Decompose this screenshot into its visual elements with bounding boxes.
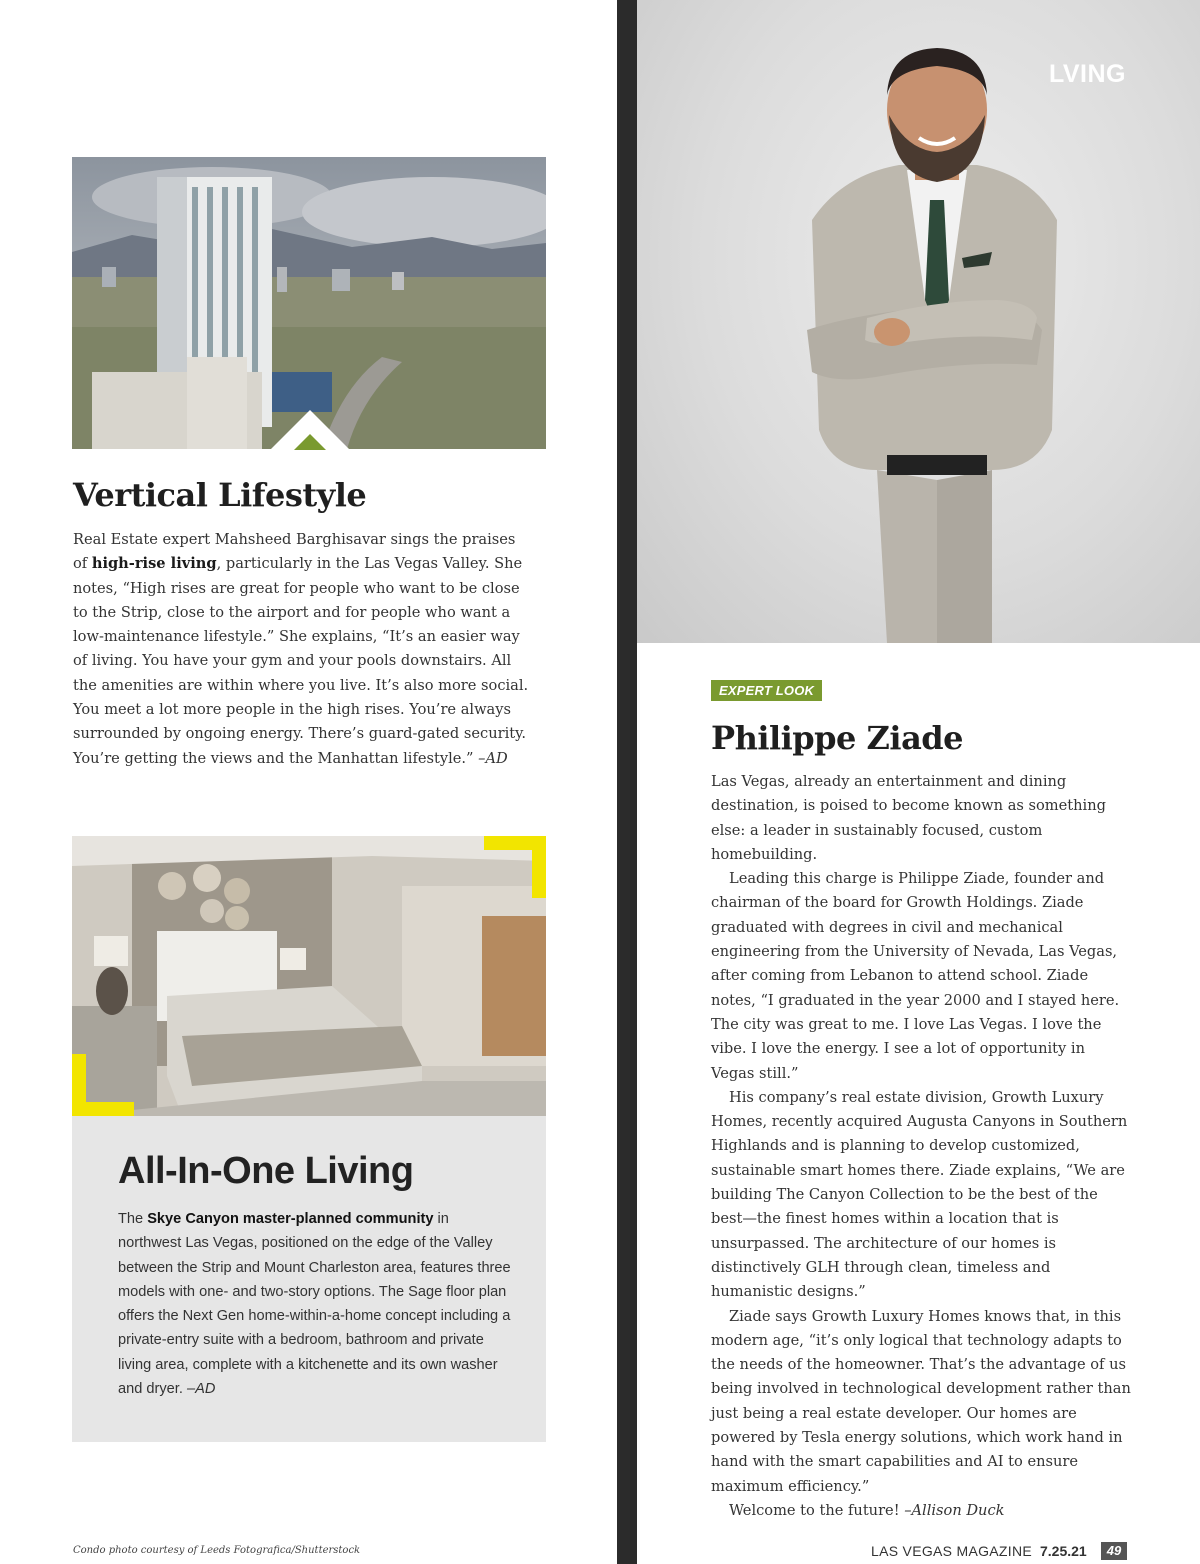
ziade-article-body (711, 770, 1131, 1523)
section-label: LVING (1048, 60, 1126, 88)
ziade-paragraph: Las Vegas, already an entertainment and dining destination, is poised to become known as something else: a leader in sustainably focused, custom homebuilding. (711, 773, 1106, 863)
vertical-byline: –AD (478, 749, 508, 767)
center-divider (617, 0, 637, 1564)
allinone-body-rest: in northwest Las Vegas, positioned on the edge of the Valley between the Strip and Mount Charleston area, features three models with one- and two-story options. The Sage floor plan offers the Next Gen home-within-a-home concept including a private-entry suite with a bedroom, bathroom and private living area, complete with a kitchenette and its own washer and dryer. (118, 1211, 511, 1398)
allinone-byline: –AD (186, 1381, 216, 1398)
vertical-body-intro: Real Estate expert Mahsheed Barghisavar sings the praises of (73, 531, 516, 573)
ziade-paragraph: His company’s real estate division, Growth Luxury Homes, recently acquired Augusta Canyons in Southern Highlands and is planning to develop customized, sustainable smart homes there. Ziade explains, “We are building The Canyon Collection to be the best of the best—the finest homes within a location that is unsurpassed. The architecture of our homes is distinctively GLH through clean, timeless and humanistic designs.” (711, 1088, 1128, 1301)
ziade-paragraph: Ziade says Growth Luxury Homes knows that, in this modern age, “it’s only logical that technology adapts to the needs of the homeowner. That’s the advantage of us being involved in technological development rather than just being a real estate developer. Our homes are powered by Tesla energy solutions, which work hand in hand with the smart capabilities and AI to ensure maximum efficiency.” (711, 1307, 1131, 1495)
photo-pointer-arrow (270, 408, 350, 450)
vertical-body-bold: high-rise living (91, 555, 217, 573)
portrait-photo (637, 0, 1200, 643)
bedroom-photo (72, 836, 546, 1116)
ziade-title: Philippe Ziade (711, 719, 964, 757)
portrait-illustration (637, 0, 1200, 643)
allinone-body-intro: The (118, 1211, 148, 1227)
page-number: 49 (1101, 1542, 1127, 1560)
condo-tower-photo (72, 157, 546, 449)
allinone-body-bold: Skye Canyon master-planned community (147, 1211, 434, 1227)
vertical-body-rest: , particularly in the Las Vegas Valley. She notes, “High rises are great for people who want to be close to the Strip, close to the airport and for people who want a low-maintenance lifestyle.” She explains, “It’s an easier way of living. You have your gym and your pools downstairs. All the amenities are within where you live. It’s also more social. You meet a lot more people in the high rises. You’re always surrounded by ongoing energy. There’s guard-gated security. You’re getting the views and the Manhattan lifestyle.” (73, 555, 529, 767)
ziade-paragraph: Leading this charge is Philippe Ziade, founder and chairman of the board for Growth Holdings. Ziade graduated with degrees in civil and mechanical engineering from the University of Nevada, Las Vegas, after coming from Lebanon to attend school. Ziade notes, “I graduated in the year 2000 and I stayed here. The city was great to me. I love Las Vegas. I love the vibe. I love the energy. I see a lot of opportunity in Vegas still.” (711, 870, 1120, 1082)
photo-credit: Condo photo courtesy of Leeds Fotografica/Shutterstock (73, 1545, 361, 1556)
bedroom-illustration (72, 836, 546, 1116)
all-in-one-body (118, 1207, 513, 1401)
all-in-one-title: All-In-One Living (118, 1150, 414, 1192)
issue-date: 7.25.21 (1040, 1543, 1087, 1559)
vertical-lifestyle-title: Vertical Lifestyle (73, 476, 367, 514)
vertical-lifestyle-body (73, 528, 533, 771)
ziade-byline: –Allison Duck (904, 1501, 1005, 1519)
expert-look-badge: EXPERT LOOK (711, 680, 822, 701)
ziade-closing: Welcome to the future! (729, 1501, 905, 1519)
magazine-name: LAS VEGAS MAGAZINE (871, 1543, 1032, 1559)
city-illustration (72, 157, 546, 449)
ziade-closing-paragraph (711, 1499, 1131, 1523)
